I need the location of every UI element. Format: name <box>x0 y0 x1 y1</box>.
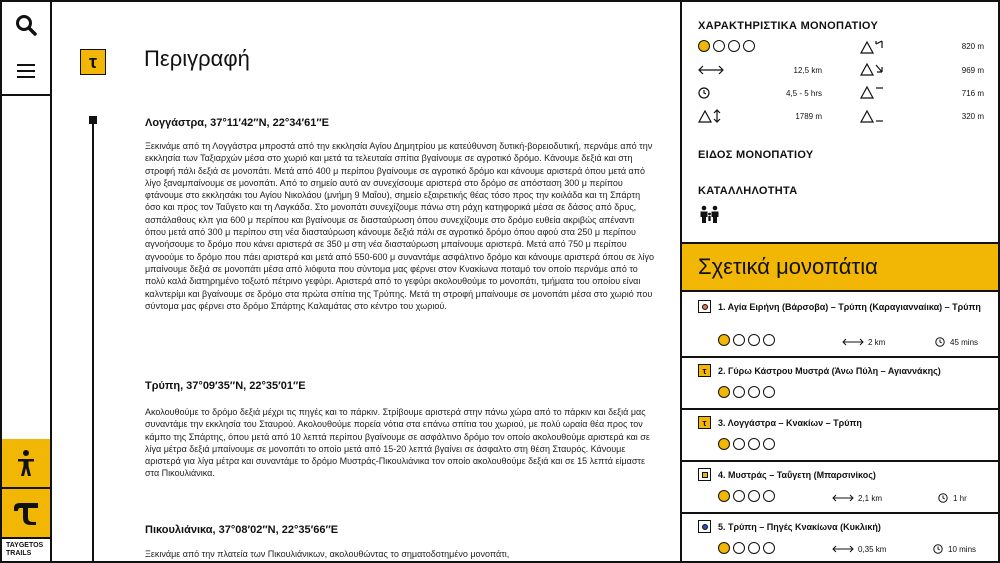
distance-icon <box>832 494 854 502</box>
tau-logo-icon <box>11 499 41 527</box>
duration-value: 4,5 - 5 hrs <box>785 89 822 98</box>
related-trail-card[interactable] <box>682 514 998 563</box>
related-trail-distance: 0,35 km <box>858 545 887 554</box>
related-trail-distance: 2,1 km <box>858 494 883 503</box>
difficulty-dot <box>748 490 760 502</box>
section-title: Τρύπη, 37°09′35″N, 22°35′01″E <box>145 380 306 392</box>
info-panel <box>680 0 1000 563</box>
family-icon <box>698 205 722 223</box>
description-panel <box>52 0 680 563</box>
difficulty-dot <box>733 334 745 346</box>
related-trail-title[interactable]: 3. Λογγάστρα – Κνακίων – Τρύπη <box>718 418 862 428</box>
difficulty-rating <box>698 40 755 56</box>
section-text: Ξεκινάμε από την πλατεία των Πικουλιάνικων, ακολουθώντας το σηματοδοτημένο μονοπάτι, <box>145 549 510 559</box>
related-trail-card[interactable] <box>682 358 998 410</box>
difficulty-dot <box>718 386 730 398</box>
difficulty-dot <box>743 40 755 52</box>
search-icon <box>15 14 37 36</box>
descent-icon <box>860 85 884 99</box>
descent-value: 716 m <box>961 89 984 98</box>
trail-marker-icon <box>698 300 711 313</box>
difficulty-dot <box>718 438 730 450</box>
suitability-title: ΚΑΤΑΛΛΗΛΟΤΗΤΑ <box>698 185 798 197</box>
tau-marker-icon: τ <box>698 364 711 377</box>
difficulty-dot <box>748 334 760 346</box>
difficulty-rating <box>718 490 775 502</box>
related-trail-time: 45 mins <box>950 338 979 347</box>
characteristics-title: ΧΑΡΑΚΤΗΡΙΣΤΙΚΑ ΜΟΝΟΠΑΤΙΟΥ <box>698 20 879 32</box>
distance-value: 12,5 km <box>793 66 822 75</box>
clock-icon <box>933 544 943 554</box>
related-trail-title[interactable]: 5. Τρύπη – Πηγές Κνακίωνα (Κυκλική) <box>718 522 881 532</box>
difficulty-dot <box>733 490 745 502</box>
difficulty-dot <box>733 542 745 554</box>
related-trails-title: Σχετικά μονοπάτια <box>698 254 878 279</box>
brand-logo-button[interactable] <box>2 489 50 539</box>
tau-marker-icon: τ <box>698 416 711 429</box>
elevation-diff-value: 1789 m <box>795 112 822 121</box>
trail-marker-icon <box>698 520 711 533</box>
difficulty-dot <box>728 40 740 52</box>
difficulty-dot <box>748 542 760 554</box>
related-trail-distance: 2 km <box>868 338 886 347</box>
brand-line-2: TRAILS <box>6 550 32 557</box>
related-trail-title[interactable]: 1. Αγία Ειρήνη (Βάρσοβα) – Τρύπη (Καραγιανναίικα) – Τρύπη <box>718 302 981 312</box>
related-trail-card[interactable] <box>682 294 998 358</box>
related-trails-header <box>682 242 998 292</box>
related-trail-card[interactable] <box>682 410 998 462</box>
ascent-icon <box>860 62 884 76</box>
difficulty-rating <box>718 542 775 554</box>
hiker-icon <box>14 449 38 477</box>
timeline-marker <box>89 116 97 124</box>
related-trail-card[interactable] <box>682 462 998 514</box>
difficulty-dot <box>763 386 775 398</box>
related-trail-time: 1 hr <box>953 494 967 503</box>
menu-button[interactable] <box>2 48 50 96</box>
min-altitude-icon <box>860 109 884 123</box>
difficulty-rating <box>718 386 775 398</box>
distance-icon <box>842 338 864 346</box>
description-badge: τ <box>80 49 106 75</box>
distance-icon <box>698 65 724 75</box>
difficulty-dot <box>748 386 760 398</box>
hiker-button[interactable] <box>2 439 50 489</box>
difficulty-dot <box>718 490 730 502</box>
difficulty-dot <box>713 40 725 52</box>
related-trail-title[interactable]: 2. Γύρω Κάστρου Μυστρά (Άνω Πύλη – Αγιαννάκης) <box>718 366 941 376</box>
section-title: Λογγάστρα, 37°11′42″N, 22°34′61″E <box>145 117 329 129</box>
difficulty-dot <box>763 438 775 450</box>
difficulty-dot <box>733 386 745 398</box>
max-altitude-value: 820 m <box>961 42 984 51</box>
difficulty-dot <box>763 334 775 346</box>
search-button[interactable] <box>2 2 50 50</box>
min-altitude-value: 320 m <box>961 112 984 121</box>
difficulty-dot <box>763 490 775 502</box>
difficulty-dot <box>698 40 710 52</box>
difficulty-dot <box>718 334 730 346</box>
difficulty-rating <box>718 438 775 450</box>
clock-icon <box>935 337 945 347</box>
difficulty-dot <box>718 542 730 554</box>
page-title: Περιγραφή <box>144 46 250 71</box>
section-text: Ακολουθούμε το δρόμο δεξιά μέχρι τις πηγές και το πάρκιν. Στρίβουμε αριστερά στην πάνω χώρα από το πάρκιν και δεξιά μας συναντάμε την εκκλησία του Σταυρού. Ακολουθούμε πορεία νότια στα επάνω σπίτια του χωριού, με πολύ ωραία θέα προς τον κάμπο της Σπάρτης, όπου μετά από 10 λεπτά περίπου βγαίνουμε σε ασφάλτινο δρόμο τον οποίο ακολουθούμε αριστερά και σε λίγα μέτρα δεξιά μπαίνουμε σε μονοπάτι το οποίο μετά από 15-20 λεπτά βγαίνει σε άσφαλτο στη θέση Σταυρός. Κάνουμε αριστερά για λίγα μέτρα και συναντάμε το δρόμο Μυστράς-Πικουλιάνικα τον οποίο ακολουθούμε δεξιά και σε 15 λεπτά είμαστε στα Πικουλιάνικα. <box>145 407 650 479</box>
elevation-diff-icon <box>698 109 722 123</box>
clock-icon <box>698 87 710 99</box>
ascent-value: 969 m <box>961 66 984 75</box>
hamburger-icon <box>17 64 35 78</box>
timeline-line <box>92 120 94 563</box>
brand-name <box>6 542 43 558</box>
section-title: Πικουλιάνικα, 37°08′02″N, 22°35′66″E <box>145 524 339 536</box>
trail-type-title: ΕΙΔΟΣ ΜΟΝΟΠΑΤΙΟΥ <box>698 149 814 161</box>
related-trail-time: 10 mins <box>948 545 977 554</box>
difficulty-dot <box>748 438 760 450</box>
related-trail-title[interactable]: 4. Μυστράς – Ταΰγετη (Μπαρσινίκος) <box>718 470 876 480</box>
difficulty-rating <box>718 334 775 346</box>
section-text: Ξεκινάμε από τη Λογγάστρα μπροστά από την εκκλησία Αγίου Δημητρίου με κατεύθυνση δυτική-βορειοδυτική, περνάμε από την εκκλησία των Ταξιαρχών μέσα στο χωριό και μετά τα τελευταία σπίτια βγαίνουμε σε αγροτικό δρόμο. Κάνουμε δεξιά και στη στροφή πάλι δεξιά σε μονοπάτι. Μετά από 400 μ περίπου βγαίνουμε σε αγροτικό δρόμο και κάνουμε αριστερά όπου μετά από λίγο ξαναμπαίνουμε σε μονοπάτι. Από το σημείο αυτό αν συνεχίσουμε αριστερά στο δρόμο σε απόσταση 300 μ περίπου φτάνουμε στο εκκλησάκι του Αγίου Νικολάου (μνήμη 9 Μαΐου), σημείο εξαιρετικής θέας τόσο προς την κοιλάδα και τη Σπάρτη όσο και προς τον Ταΰγετο και τη Λαγκάδα. Στο μονοπάτι συνεχίζουμε πάνω στη ράχη κατηφορικά μέσα σε δάσος από δρυς, ασπάλαθους κλπ για 600 μ περίπου και βγαίνουμε σε διασταύρωση όπου συνεχίζουμε στο δρόμο ευθεία ακριβώς απέναντι όπου μετά από 300 μ περίπου στη νέα διασταύρωση κάνουμε δεξιά πάλι σε αγροτικό δρόμο όπου αφού στα 250 μ περίπου αγνοήσουμε το δρόμο που κάνει αριστερά σε 350 μ στη νέα διασταύρωση μπαίνουμε αριστερά. Μετά από 750 μ περίπου αγνοούμε το δρόμο που πάει αριστερά και μετά από 550-600 μ συναντάμε ασφάλτινο δρόμο και κάνουμε αριστερά όπου σε λίγο μπαίνουμε δεξιά σε μονοπάτι μέσα από λιόφυτα που σύντομα μας φέρνει στον Κνακίωνα ποταμό τον οποίο περνάμε από το πολύ καλά διατηρημένο τοξωτό πέτρινο γεφύρι. Αριστερά από το γεφύρι ακολουθούμε το μονοπάτι, τμήματα του οποίου είναι καλντερίμι και βγαίνουμε σε δρόμο στα πρώτα σπίτια της Τρύπης. Μετά τη στροφή μπαίνουμε σε μονοπάτι μέσα στο χωριό που σύντομα μας φέρνει στο δρόμο Σπάρτης Καλαμάτας στο κέντρο του χωριού. <box>145 141 654 311</box>
max-altitude-icon <box>860 40 884 54</box>
brand-line-1: TAYGETOS <box>6 542 44 549</box>
distance-icon <box>832 545 854 553</box>
clock-icon <box>938 493 948 503</box>
difficulty-dot <box>733 438 745 450</box>
left-rail <box>0 0 52 563</box>
trail-marker-icon <box>698 468 711 481</box>
difficulty-dot <box>763 542 775 554</box>
